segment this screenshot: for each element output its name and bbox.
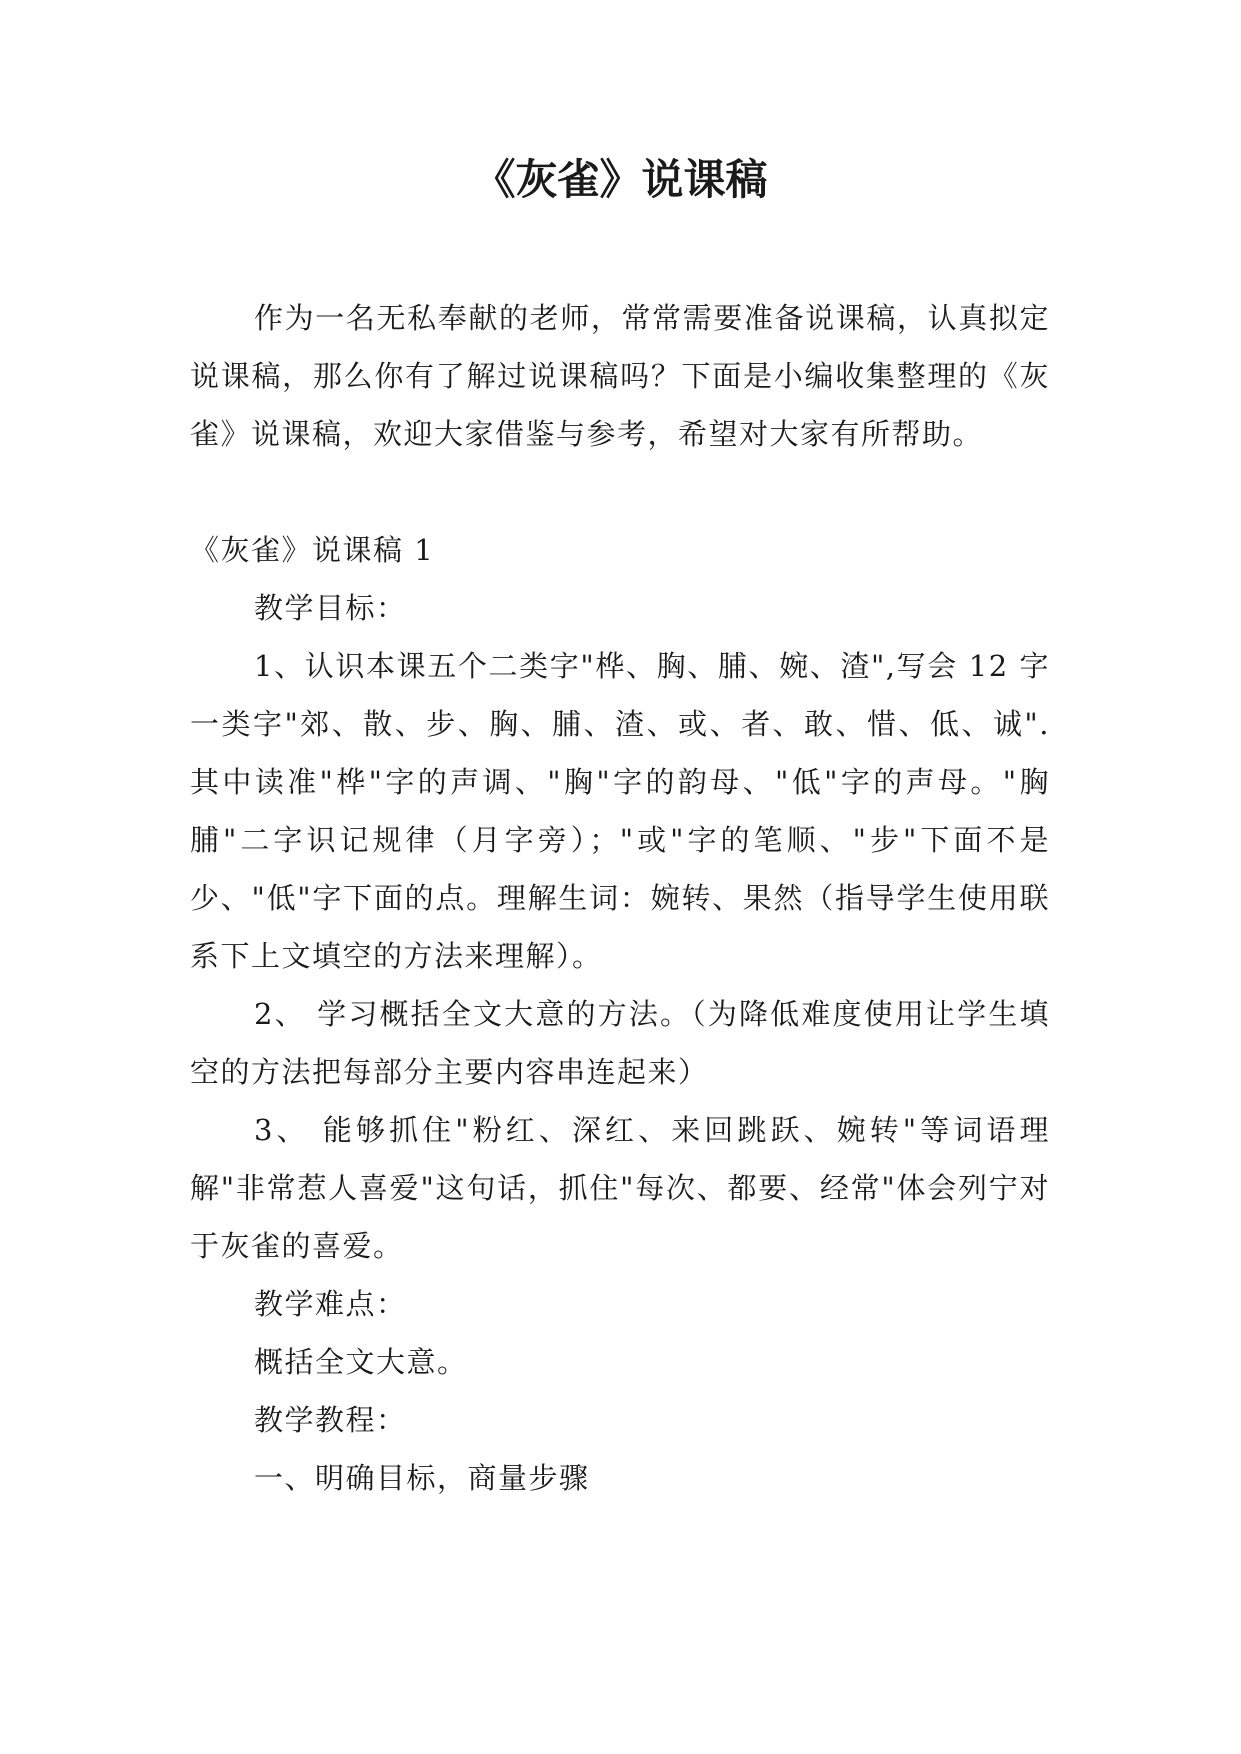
paragraph-gap xyxy=(190,463,1050,521)
objective-2: 2、 学习概括全文大意的方法。（为降低难度使用让学生填空的方法把每部分主要内容串连起来） xyxy=(190,997,1050,1089)
objectives-heading: 教学目标： xyxy=(254,591,407,625)
document-title: 《灰雀》说课稿 xyxy=(473,155,768,204)
objective-1: 1、认识本课五个二类字"桦、胸、脯、婉、渣",写会 12 字一类字"郊、散、步、胸、脯、渣、或、者、敢、惜、低、诚".其中读准"桦"字的声调、"胸"字的韵母、"低"字的声母。"胸脯"二字识记规律（月字旁）；"或"字的笔顺、"步"下面不是少、"低"字下面的点。理解生词：婉转、果然（指导学生使用联系下上文填空的方法来理解）。 xyxy=(190,649,1050,973)
process-step-1: 一、明确目标，商量步骤 xyxy=(254,1461,590,1495)
document-body xyxy=(190,289,1050,1507)
process-heading: 教学教程： xyxy=(254,1403,407,1437)
difficulty-text: 概括全文大意。 xyxy=(254,1345,468,1379)
section-heading: 《灰雀》说课稿 1 xyxy=(190,533,435,567)
objective-3: 3、 能够抓住"粉红、深红、来回跳跃、婉转"等词语理解"非常惹人喜爱"这句话，抓住"每次、都要、经常"体会列宁对于灰雀的喜爱。 xyxy=(190,1113,1050,1263)
difficulty-heading: 教学难点： xyxy=(254,1287,407,1321)
intro-paragraph: 作为一名无私奉献的老师，常常需要准备说课稿，认真拟定说课稿，那么你有了解过说课稿吗？下面是小编收集整理的《灰雀》说课稿，欢迎大家借鉴与参考，希望对大家有所帮助。 xyxy=(190,301,1050,451)
